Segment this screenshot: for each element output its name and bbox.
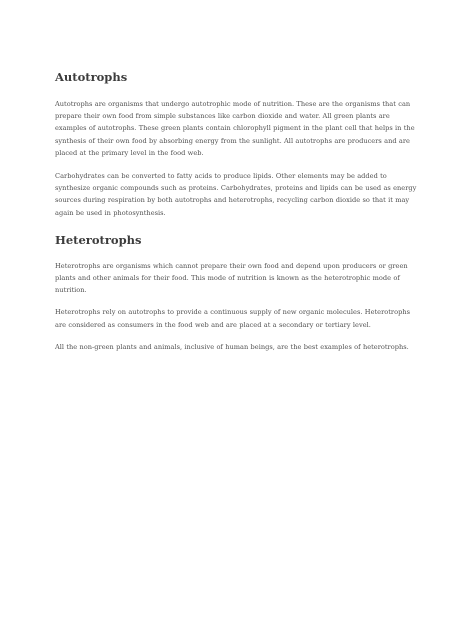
heading-autotrophs: Autotrophs [55, 70, 128, 84]
paragraph-heterotrophs-examples: All the non-green plants and animals, inclusive of human beings, are the best examples of heterotrophs. [55, 342, 409, 351]
paragraph-carbohydrates: Carbohydrates can be converted to fatty acids to produce lipids. Other elements may be added to synthesize organic compounds such as proteins. Carbohydrates, proteins and lipids can be used as energy sources during respiration by both autotrophs and heterotrophs, recycling carbon dioxide so that it may again be used in photosynthesis. [55, 172, 417, 217]
document-body [55, 70, 423, 363]
paragraph-autotrophs-definition: Autotrophs are organisms that undergo autotrophic mode of nutrition. These are the organisms that can prepare their own food from simple substances like carbon dioxide and water. All green plants are examples of autotrophs. These green plants contain chlorophyll pigment in the plant cell that helps in the synthesis of their own food by absorbing energy from the sunlight. All autotrophs are producers and are placed at the primary level in the food web. [55, 100, 415, 157]
paragraph-heterotrophs-definition: Heterotrophs are organisms which cannot prepare their own food and depend upon producers or green plants and other animals for their food. This mode of nutrition is known as the heterotrophic mode of nutrition. [55, 261, 408, 295]
paragraph-heterotrophs-consumers: Heterotrophs rely on autotrophs to provide a continuous supply of new organic molecules. Heterotrophs are considered as consumers in the food web and are placed at a secondary or tertiary level. [55, 308, 410, 329]
heading-heterotrophs: Heterotrophs [55, 232, 142, 247]
